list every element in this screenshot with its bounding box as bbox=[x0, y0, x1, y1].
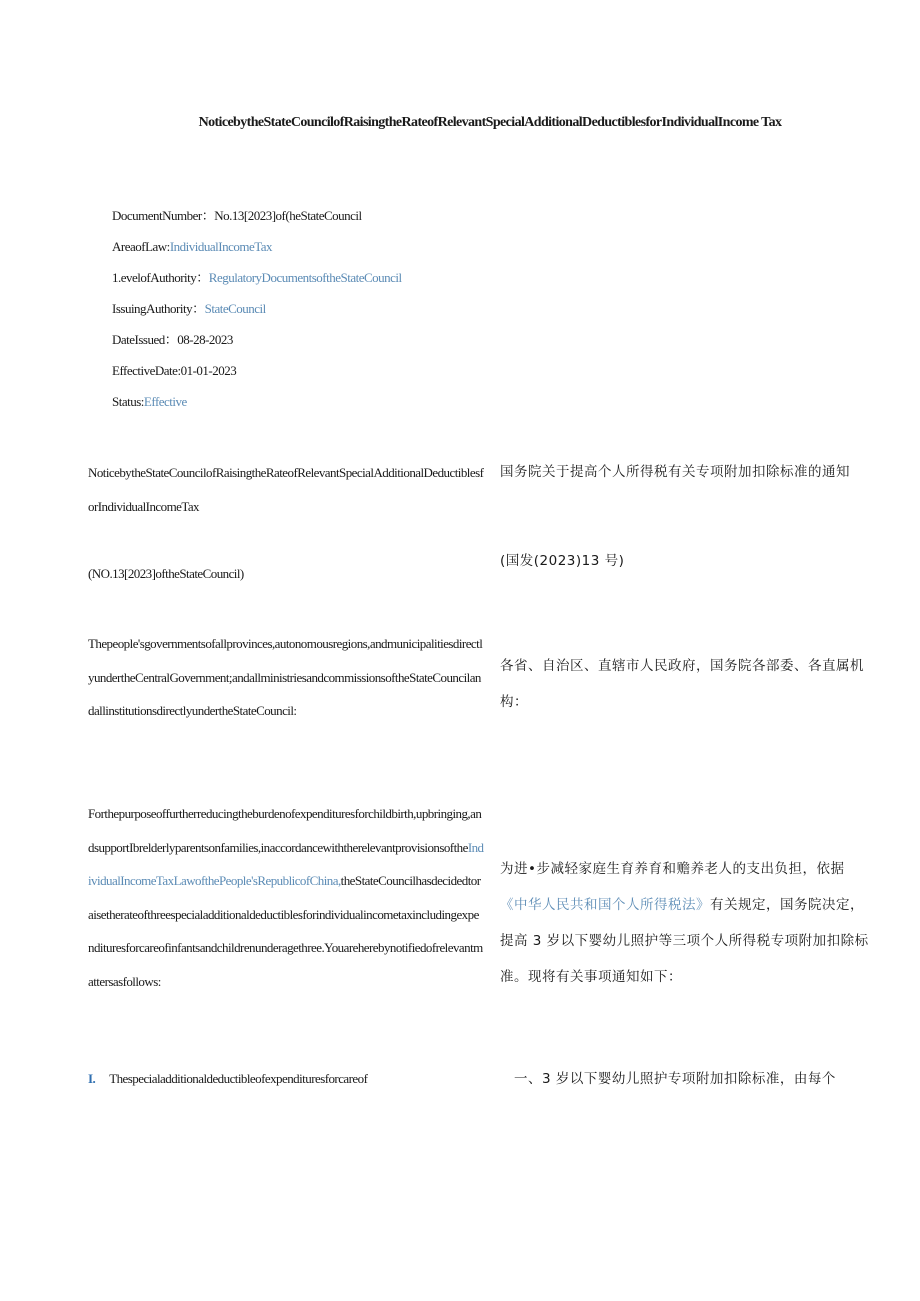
status-link[interactable]: Effective bbox=[143, 394, 187, 409]
meta-effective-date bbox=[112, 361, 402, 392]
zh-tax-law-link[interactable]: 《中华人民共和国个人所得税法》 bbox=[500, 897, 710, 913]
zh-title-paragraph: 国务院关于提高个人所得税有关专项附加扣除标准的通知 bbox=[500, 464, 850, 480]
meta-issuing-authority bbox=[112, 299, 402, 330]
en-paragraph bbox=[88, 797, 484, 998]
level-of-authority-link[interactable]: RegulatoryDocumentsoftheStateCouncil bbox=[208, 270, 402, 285]
en-addressee: Thepeople'sgovernmentsofallprovinces,autonomousregions,andmunicipalitiesdirectlyundertheCentralGovernment;andallministriesandcommissionsoftheStateCouncilandallinstitutionsdirectlyundertheStateCouncil: bbox=[88, 636, 483, 718]
individual-income-tax-law-link[interactable]: IndividualIncomeTaxLawofthePeople'sRepublicofChina, bbox=[88, 839, 484, 888]
meta-label: EffectiveDate: bbox=[112, 363, 181, 378]
meta-status bbox=[112, 392, 402, 423]
meta-value: 01-01-2023 bbox=[180, 363, 237, 378]
zh-doc-number: (国发(2023)13 号) bbox=[500, 553, 625, 569]
zh-paragraph-text: 有关规定，国务院决定，提高 3 岁以下婴幼儿照护等三项个人所得税专项附加扣除标准。现将有关事项通知如下： bbox=[500, 897, 869, 985]
zh-item-one: 一、3 岁以下婴幼儿照护专项附加扣除标准，由每个 bbox=[514, 1071, 836, 1087]
metadata-block bbox=[112, 206, 402, 423]
zh-addressee: 各省、自治区、直辖市人民政府，国务院各部委、各直属机构： bbox=[500, 658, 864, 710]
en-doc-number: (NO.13[2023]oftheStateCouncil) bbox=[88, 566, 244, 581]
en-item-one bbox=[88, 1062, 484, 1096]
en-item-text: Thespecialadditionaldeductibleofexpendituresforcareof bbox=[109, 1071, 368, 1086]
meta-area-of-law bbox=[112, 237, 402, 268]
zh-paragraph-text: 为进•步减轻家庭生育养育和赡养老人的支出负担，依据 bbox=[500, 861, 845, 877]
zh-paragraph bbox=[500, 851, 872, 995]
meta-label: DateIssued： bbox=[112, 332, 178, 347]
meta-label: IssuingAuthority： bbox=[112, 301, 205, 316]
meta-document-number bbox=[112, 206, 402, 237]
meta-label: DocumentNumber： bbox=[112, 208, 215, 223]
area-of-law-link[interactable]: IndividualIncomeTax bbox=[169, 239, 273, 254]
document-title: NoticebytheStateCouncilofRaisingtheRateofRelevantSpecialAdditionalDeductiblesforIndividualIncome Tax bbox=[198, 115, 782, 130]
issuing-authority-link[interactable]: StateCouncil bbox=[204, 301, 266, 316]
meta-label: Status: bbox=[112, 394, 144, 409]
en-title-paragraph: NoticebytheStateCouncilofRaisingtheRateofRelevantSpecialAdditionalDeductiblesforIndividualIncomeTax bbox=[88, 465, 484, 514]
en-paragraph-text: Forthepurposeoffurtherreducingtheburdenofexpendituresforchildbirth,upbringing,andsupportIbrelderlyparentsonfamilies,inaccordancewiththerelevantprovisionsofthe bbox=[88, 806, 482, 855]
meta-value: 08-28-2023 bbox=[177, 332, 233, 347]
en-paragraph-text: theStateCouncilhasdecidedtoraisetherateofthreespecialadditionaldeductiblesforindividualincometaxincludingexpendituresforcareofinfantsandchildrenunderagethree.Youareherebynotifiedofrelevantmattersasfollows: bbox=[88, 873, 483, 989]
meta-value: No.13[2023]of(heStateCouncil bbox=[214, 208, 362, 223]
meta-label: AreaofLaw: bbox=[112, 239, 170, 254]
meta-level-of-authority bbox=[112, 268, 402, 299]
item-number: I. bbox=[88, 1071, 96, 1086]
meta-date-issued bbox=[112, 330, 402, 361]
meta-label: 1.evelofAuthority： bbox=[112, 270, 209, 285]
